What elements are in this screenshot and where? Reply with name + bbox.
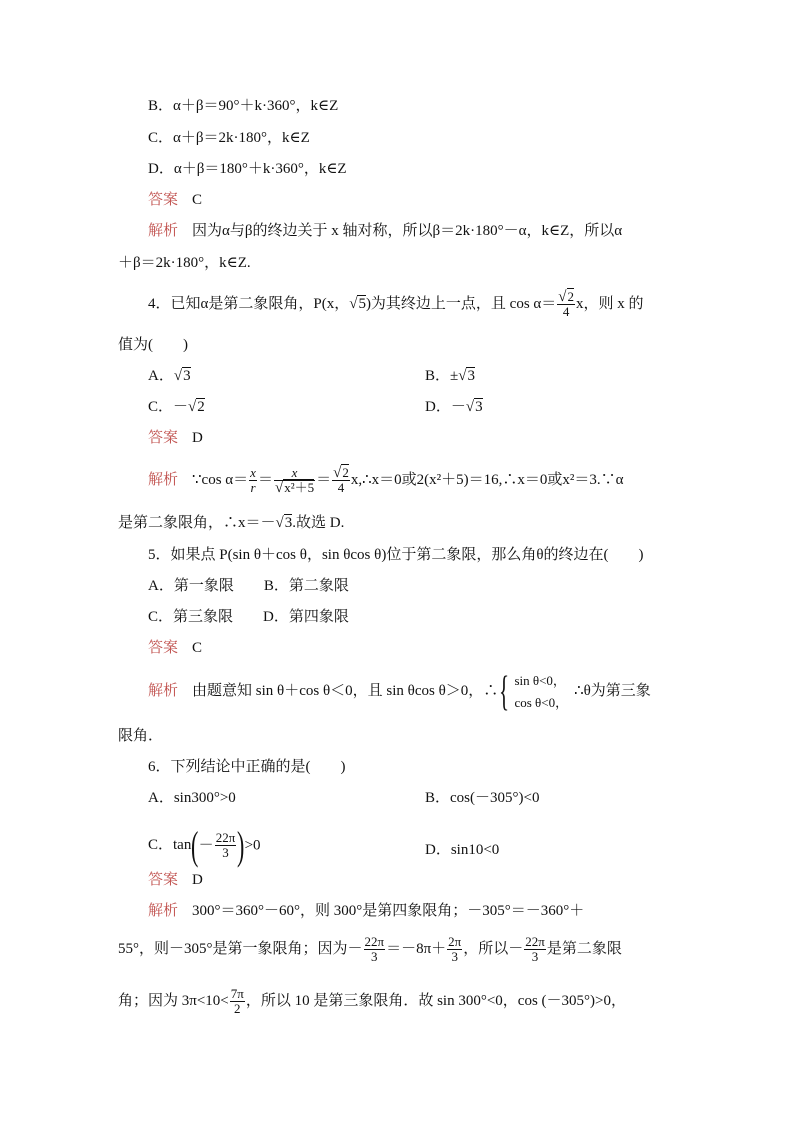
q6-option-b: B．cos(－305°)<0 (425, 790, 540, 806)
q4-stem-line1 (148, 290, 644, 319)
q6-analysis-line2: 55°，则－305°是第一象限角；因为－ $\frac{22\pi}{3}$ ＝－8π＋ $\frac{2\pi}{3}$ ，所以－ $\frac{22\pi}{3}$ 是第二象限 (118, 934, 622, 965)
brace-icon: { (499, 668, 510, 715)
q6-option-a: A．sin300°>0 (148, 790, 236, 806)
answer-label: 答案 (148, 430, 179, 446)
q3-answer: C (192, 192, 203, 208)
q4-option-b: B．±√3 (425, 368, 475, 384)
q4-stem-a: 4．已知α是第二象限角，P(x， (148, 295, 350, 312)
q4-analysis-line1: 解析 ∵cos α＝ $\frac{x}{r}$ ＝ $\frac{x}{\text{√x²＋5}}$ ＝ $\frac{√2}{4}$ x,∴x＝0或2(x²＋5)＝16,∴x＝0或x²＝3.∵α (148, 465, 624, 497)
q4-stem-b: )为其终边上一点，且 cos α＝ (365, 295, 557, 312)
q6-answer-line (148, 870, 203, 890)
q4-option-a: A．√3 (148, 368, 191, 384)
q4-option-c: C．－√2 (148, 399, 205, 415)
q5-options-cd: C．第三象限 D．第四象限 (148, 609, 349, 625)
option-b: B．α＋β＝90°＋k·360°，k∈Z (148, 98, 339, 114)
answer-label: 答案 (148, 640, 179, 656)
q5-answer-line (148, 638, 202, 658)
q4-stem-line2: 值为( ) (118, 337, 188, 353)
q6-analysis-line3: 角；因为 3π<10< $\frac{7\pi}{2}$ ，所以 10 是第三象限角．故 sin 300°<0，cos (－305°)>0， (118, 986, 626, 1017)
analysis-label: 解析 (148, 472, 179, 488)
q6-option-c: C．tan(－ $\frac{22\pi}{3}$ )>0 (148, 822, 261, 868)
q3-analysis-text1: 因为α与β的终边关于 x 轴对称，所以β＝2k·180°－α，k∈Z，所以α (192, 223, 623, 239)
sqrt-symbol: √ (349, 295, 358, 312)
q5-analysis-line1: 解析 由题意知 sin θ＋cos θ＜0，且 sin θcos θ＞0，∴{ sin θ<0， cos θ<0， ∴θ为第三象 (148, 668, 651, 715)
q4-answer: D (192, 430, 203, 446)
answer-label: 答案 (148, 192, 179, 208)
q3-analysis-line2: ＋β＝2k·180°，k∈Z. (118, 255, 251, 271)
analysis-label: 解析 (148, 903, 179, 919)
option-d: D．α＋β＝180°＋k·360°，k∈Z (148, 161, 347, 177)
q5-system: sin θ<0， cos θ<0， (514, 672, 569, 710)
q4-sqrt5: 5 (358, 295, 366, 312)
q5-stem: 5．如果点 P(sin θ＋cos θ，sin θcos θ)位于第二象限，那么角θ的终边在( ) (148, 547, 644, 563)
q4-stem-c: x，则 x 的 (576, 295, 644, 312)
q6-stem: 6．下列结论中正确的是( ) (148, 759, 346, 775)
analysis-label: 解析 (148, 683, 179, 699)
answer-label: 答案 (148, 872, 179, 888)
q6-option-d: D．sin10<0 (425, 842, 500, 858)
q3-analysis-line1 (148, 221, 622, 241)
q4-fraction: $\frac{√2}{4}$ (558, 289, 575, 319)
q4-option-d: D．－√3 (425, 399, 483, 415)
q5-answer: C (192, 640, 203, 656)
q5-options-ab: A．第一象限 B．第二象限 (148, 578, 349, 594)
q5-analysis-line2: 限角． (118, 728, 164, 744)
q6-answer: D (192, 872, 203, 888)
paren-right-icon: ) (237, 822, 245, 868)
analysis-label: 解析 (148, 223, 179, 239)
q4-analysis-line2: 是第二象限角，∴x＝－√3.故选 D. (118, 515, 345, 531)
q6-analysis-line1: 解析 300°＝360°－60°，则 300°是第四象限角；－305°＝－360°＋ (148, 903, 585, 919)
q4-answer-line (148, 428, 203, 448)
option-c: C．α＋β＝2k·180°，k∈Z (148, 130, 310, 146)
paren-left-icon: ( (191, 822, 199, 868)
q3-answer-line (148, 190, 202, 210)
